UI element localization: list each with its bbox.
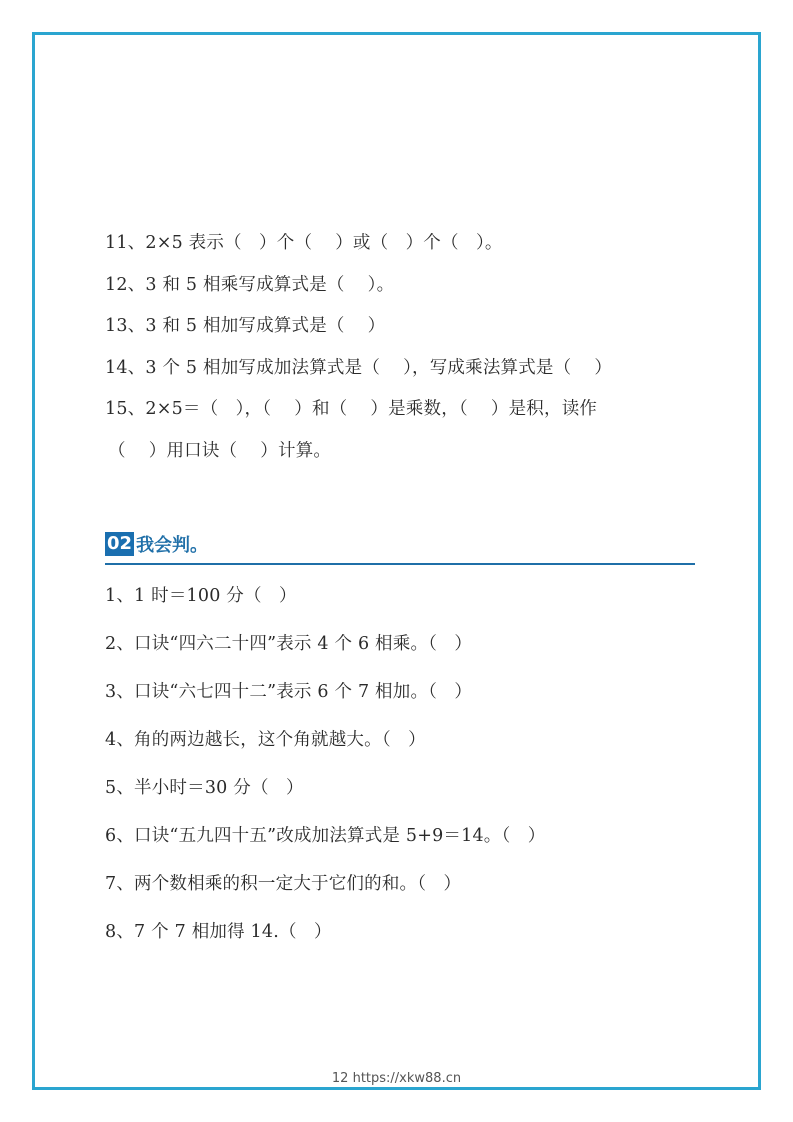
question-15-continued: （ ）用口诀（ ）计算。 [108, 441, 332, 461]
judge-question-7: 7、两个数相乘的积一定大于它们的和。（ ） [105, 874, 462, 894]
judge-question-3: 3、口诀“六七四十二”表示 6 个 7 相加。（ ） [105, 682, 473, 702]
question-13: 13、3 和 5 相加写成算式是（ ） [105, 316, 386, 336]
judge-question-5: 5、半小时＝30 分（ ） [105, 778, 304, 798]
question-12: 12、3 和 5 相乘写成算式是（ ）。 [105, 275, 395, 295]
judge-question-6: 6、口诀“五九四十五”改成加法算式是 5+9＝14。（ ） [105, 826, 546, 846]
section-heading [105, 532, 208, 556]
section-title: 我会判。 [136, 535, 209, 556]
page-footer: 12 https://xkw88.cn [331, 1071, 462, 1086]
judge-question-1: 1、1 时＝100 分（ ） [105, 586, 297, 606]
judge-question-8: 8、7 个 7 相加得 14.（ ） [105, 922, 332, 942]
section-divider [105, 563, 695, 565]
judge-question-2: 2、口诀“四六二十四”表示 4 个 6 相乘。（ ） [105, 634, 473, 654]
question-15: 15、2×5＝（ ），（ ）和（ ）是乘数，（ ）是积，读作 [105, 399, 598, 419]
judge-question-4: 4、角的两边越长，这个角就越大。（ ） [105, 730, 426, 750]
question-14: 14、3 个 5 相加写成加法算式是（ ），写成乘法算式是（ ） [105, 358, 613, 378]
section-number-badge: 02 [107, 533, 133, 554]
question-11: 11、2×5 表示（ ）个（ ）或（ ）个（ ）。 [105, 233, 503, 253]
